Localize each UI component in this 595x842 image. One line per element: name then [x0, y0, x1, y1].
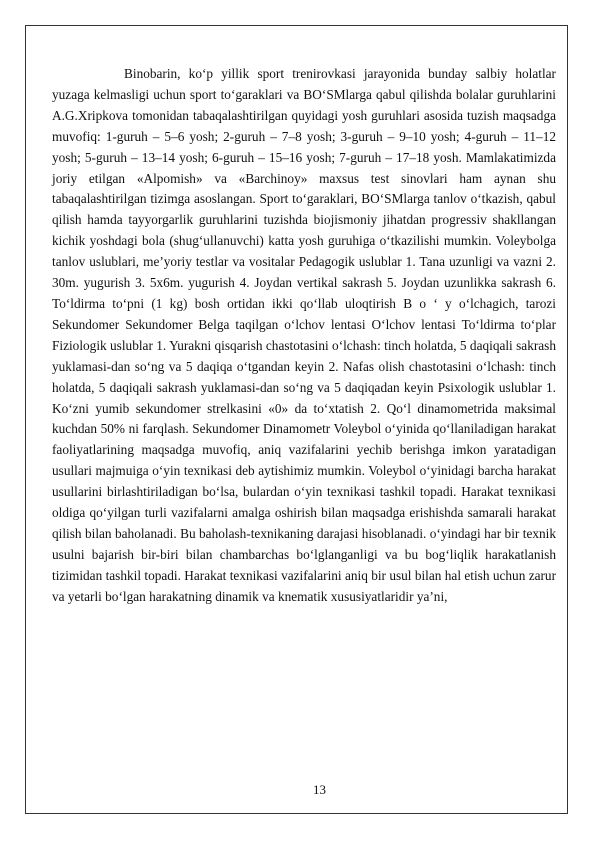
- page-number-container: [0, 782, 595, 798]
- body-paragraph: Binobarin, ko‘p yillik sport trenirovkasi jarayonida bunday salbiy holatlar yuzaga kelmasligi uchun sport to‘garaklari va BO‘SMlarga qabul qilishda bolalar guruhlarini A.G.Xripkova tomonidan tabaqalashtirilgan quyidagi yosh guruhlari asosida tuzish maqsadga muvofiq: 1-guruh – 5–6 yosh; 2-guruh – 7–8 yosh; 3-guruh – 9–10 yosh; 4-guruh – 11–12 yosh; 5-guruh – 13–14 yosh; 6-guruh – 15–16 yosh; 7-guruh – 17–18 yosh. Mamlakatimizda joriy etilgan «Alpomish» va «Barchinoy» maxsus test sinovlari ham aynan shu tabaqalashtirilgan tizimga asoslangan. Sport to‘garaklari, BO‘SMlarga tanlov o‘tkazish, qabul qilish hamda tayyorgarlik guruhlarini tuzishda biojismoniy jihatdan progressiv shakllangan kichik yoshdagi bola (shug‘ullanuvchi) katta yosh guruhiga o‘tkazilishi mumkin. Voleybolga tanlov uslublari, me’yoriy testlar va vositalar Pedagogik uslublar 1. Tana uzunligi va vazni 2. 30m. yugurish 3. 5x6m. yugurish 4. Joydan vertikal sakrash 5. Joydan uzunlikka sakrash 6. To‘ldirma to‘pni (1 kg) bosh ortidan ikki qo‘llab uloqtirish B o ‘ y o‘lchagich, tarozi Sekundomer Sekundomer Belga taqilgan o‘lchov lentasi O‘lchov lentasi To‘ldirma to‘plar Fiziologik uslublar 1. Yurakni qisqarish chastotasini o‘lchash: tinch holatda, 5 daqiqali sakrash yuklamasi-dan so‘ng va 5 daqiqa o‘tgandan keyin 2. Nafas olish chastotasini o‘lchash: tinch holatda, 5 daqiqali sakrash yuklamasi-dan so‘ng va 5 daqiqadan keyin Psixologik uslublar 1. Ko‘zni yumib sekundomer strelkasini «0» da to‘xtatish 2. Qo‘l dinamometrida maksimal kuchdan 50% ni farqlash. Sekundomer Dinamometr Voleybol o‘yinida qo‘llaniladigan harakat faoliyatlarining maqsadga muvofiq, aniq vazifalarini yechib berishga imkon yaratadigan usullari majmuiga o‘yin texnikasi deb aytishimiz mumkin. Voleybol o‘yinidagi barcha harakat usullarini birlashtiriladigan bo‘lsa, bulardan o‘yin texnikasi tashkil topadi. Harakat texnikasi oldiga qo‘yilgan turli vazifalarni amalga oshirish bilan maqsadga erishishda samarali harakat qilish bilan baholanadi. Bu baholash-texnikaning darajasi hisoblanadi. o‘yindagi har bir texnik usulni bajarish bir-biri bilan chambarchas bo‘lglanganligi va bu bog‘liqlik harakatlanish tizimidan tashkil topadi. Harakat texnikasi vazifalarini aniq bir usul bilan hal etish uchun zarur va yetarli bo‘lgan harakatning dinamik va knematik xususiyatlaridir ya’ni,: [52, 66, 556, 604]
- page-number: 13: [313, 782, 326, 797]
- document-body: [52, 64, 556, 608]
